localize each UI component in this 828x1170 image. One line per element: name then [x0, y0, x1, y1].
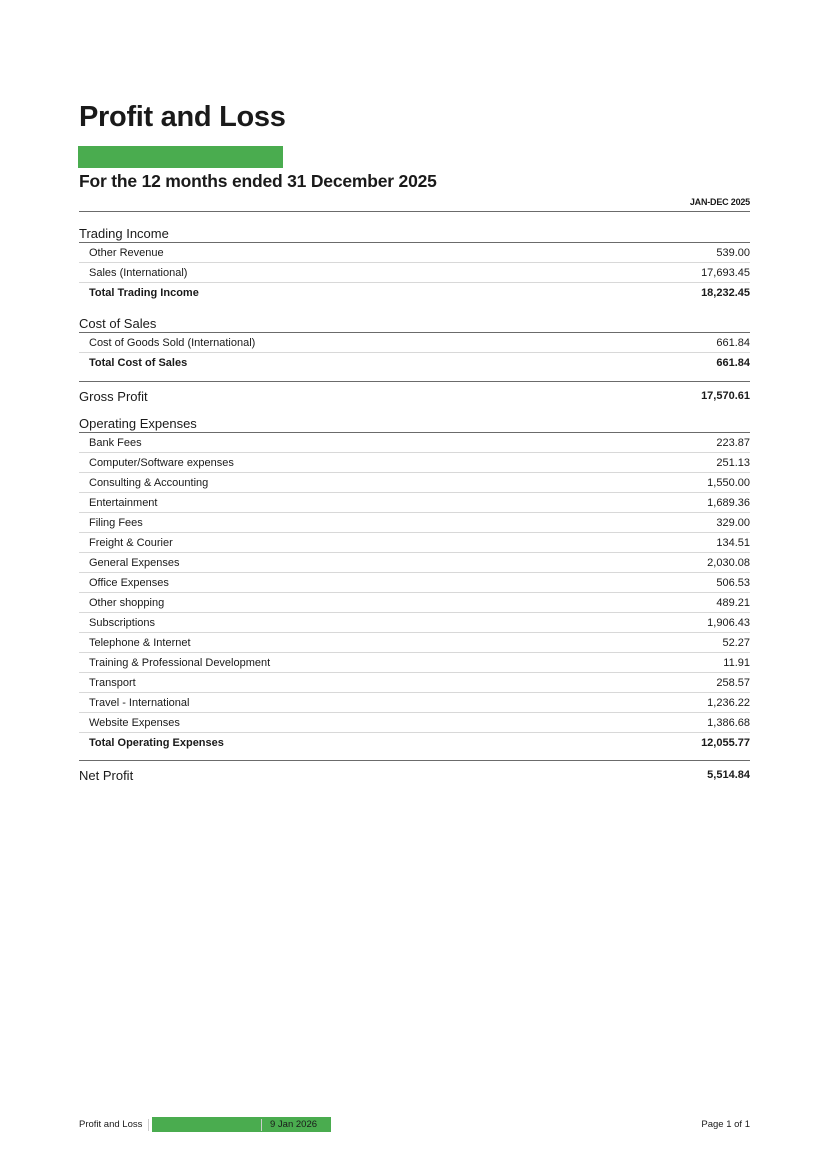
profit-loss-table — [79, 195, 750, 789]
section-title-operating-expenses: Operating Expenses — [79, 415, 750, 433]
report-period-subtitle: For the 12 months ended 31 December 2025 — [79, 171, 437, 191]
row-label: Other shopping — [89, 596, 165, 609]
footer-divider — [148, 1119, 149, 1131]
row-label: Freight & Courier — [89, 536, 173, 549]
total-label: Total Cost of Sales — [89, 356, 188, 369]
row-value: 251.13 — [716, 456, 750, 469]
table-row — [79, 673, 750, 693]
table-row — [79, 473, 750, 493]
table-row — [79, 263, 750, 283]
row-value: 1,550.00 — [707, 476, 750, 489]
row-value: 134.51 — [716, 536, 750, 549]
footer-divider — [261, 1119, 262, 1131]
table-row — [79, 243, 750, 263]
row-value: 52.27 — [722, 636, 750, 649]
row-label: Consulting & Accounting — [89, 476, 209, 489]
row-value: 1,689.36 — [707, 496, 750, 509]
net-profit-value: 5,514.84 — [707, 769, 750, 781]
row-label: General Expenses — [89, 556, 180, 569]
row-value: 1,906.43 — [707, 616, 750, 629]
row-value: 489.21 — [716, 596, 750, 609]
page-footer — [79, 1117, 750, 1133]
row-label: Sales (International) — [89, 266, 188, 279]
table-row — [79, 713, 750, 733]
row-label: Entertainment — [89, 496, 158, 509]
table-row — [79, 333, 750, 353]
footer-title: Profit and Loss — [79, 1119, 143, 1130]
table-row — [79, 653, 750, 673]
table-row — [79, 433, 750, 453]
table-row — [79, 553, 750, 573]
row-value: 17,693.45 — [701, 266, 750, 279]
net-profit-label: Net Profit — [79, 767, 134, 783]
table-row — [79, 493, 750, 513]
row-value: 223.87 — [716, 436, 750, 449]
row-value: 539.00 — [716, 246, 750, 259]
section-title-cost-of-sales: Cost of Sales — [79, 315, 750, 333]
table-row — [79, 573, 750, 593]
table-row — [79, 633, 750, 653]
row-value: 11.91 — [723, 656, 750, 669]
section-title-trading-income: Trading Income — [79, 225, 750, 243]
row-label: Website Expenses — [89, 716, 180, 729]
table-row — [79, 453, 750, 473]
redacted-company-name — [78, 146, 283, 168]
gross-profit-row — [79, 381, 750, 410]
row-label: Cost of Goods Sold (International) — [89, 336, 256, 349]
footer-page-number: Page 1 of 1 — [701, 1119, 750, 1130]
row-value: 2,030.08 — [707, 556, 750, 569]
row-label: Transport — [89, 676, 136, 689]
column-header: JAN-DEC 2025 — [79, 195, 750, 212]
total-label: Total Operating Expenses — [89, 736, 224, 749]
row-label: Subscriptions — [89, 616, 156, 629]
table-row — [79, 693, 750, 713]
table-row — [79, 513, 750, 533]
row-value: 1,236.22 — [707, 696, 750, 709]
total-label: Total Trading Income — [89, 286, 199, 299]
gross-profit-value: 17,570.61 — [701, 390, 750, 402]
total-value: 18,232.45 — [701, 286, 750, 299]
row-value: 506.53 — [716, 576, 750, 589]
total-row-cost-of-sales — [79, 353, 750, 372]
total-value: 661.84 — [716, 356, 750, 369]
table-row — [79, 613, 750, 633]
row-label: Other Revenue — [89, 246, 164, 259]
row-value: 1,386.68 — [707, 716, 750, 729]
table-row — [79, 593, 750, 613]
row-label: Office Expenses — [89, 576, 169, 589]
footer-date: 9 Jan 2026 — [270, 1119, 318, 1130]
total-row-operating-expenses — [79, 733, 750, 752]
table-row — [79, 533, 750, 553]
row-label: Bank Fees — [89, 436, 142, 449]
page-title: Profit and Loss — [79, 101, 286, 133]
gross-profit-label: Gross Profit — [79, 388, 148, 404]
row-label: Telephone & Internet — [89, 636, 191, 649]
total-value: 12,055.77 — [701, 736, 750, 749]
row-label: Training & Professional Development — [89, 656, 271, 669]
row-value: 258.57 — [716, 676, 750, 689]
net-profit-row — [79, 760, 750, 789]
row-label: Filing Fees — [89, 516, 143, 529]
total-row-trading-income — [79, 283, 750, 302]
row-label: Travel - International — [89, 696, 190, 709]
row-value: 329.00 — [716, 516, 750, 529]
row-value: 661.84 — [716, 336, 750, 349]
row-label: Computer/Software expenses — [89, 456, 234, 469]
